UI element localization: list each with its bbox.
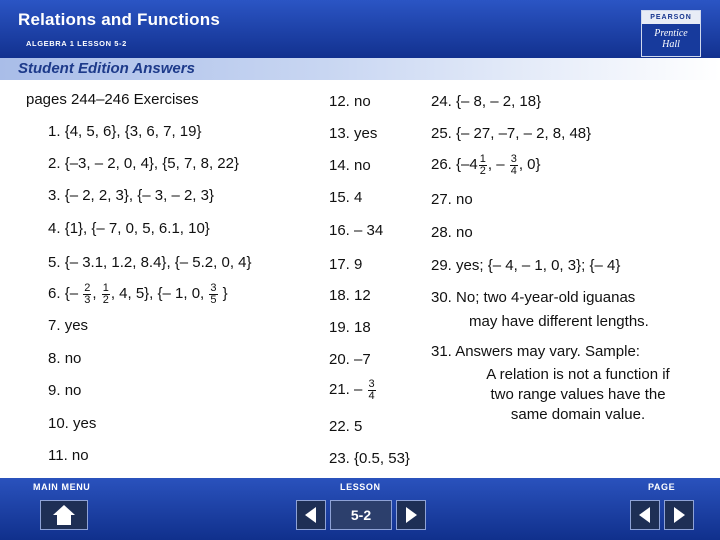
lesson-label: LESSON [340,482,381,492]
answer-text: no [354,93,371,110]
answer-text: {0.5, 53} [354,450,410,467]
answer-13 [329,125,377,143]
answer-number: 8. [48,350,61,367]
fraction: $\frac{3}{5}$ [210,281,217,306]
logo-imprint [642,28,700,50]
answer-8 [48,350,81,368]
answer-text: – 34 [354,222,384,239]
answer-26: 26. {–4 $\frac{1}{2}$ , – $\frac{3}{4}$ , 0} [431,152,541,177]
answer-2 [48,155,239,173]
fraction: $\frac{1}{2}$ [479,152,486,177]
answer-19 [329,319,371,337]
answer-text: 18 [354,319,371,336]
answer-text: {– 3.1, 1.2, 8.4}, {– 5.2, 0, 4} [64,254,252,271]
answer-text: no [456,224,473,241]
answer-text-line: same domain value. [510,406,646,423]
answer-25 [431,125,591,143]
arrow-right-icon [397,501,425,529]
home-button[interactable] [40,500,88,530]
answer-22 [329,418,362,436]
arrow-left-icon [631,501,659,529]
header-bar [0,0,720,58]
section-band [0,58,720,80]
answer-text: yes [354,125,378,142]
lesson-next-button[interactable] [396,500,426,530]
answer-text: 12 [354,287,371,304]
lesson-prev-button[interactable] [296,500,326,530]
answer-number: 6. [48,285,61,302]
answer-number: 18. [329,287,350,304]
answer-number: 29. [431,257,452,274]
answer-text: no [64,382,82,399]
answer-3 [48,187,214,205]
answer-number: 28. [431,224,452,241]
answer-text: –7 [354,351,371,368]
home-icon [41,501,87,529]
answer-number: 26. [431,156,452,173]
answer-number: 10. [48,415,69,432]
answer-28 [431,224,473,242]
fraction: $\frac{2}{3}$ [84,281,91,306]
page-prev-button[interactable] [630,500,660,530]
answer-30-line2: may have different lengths. [469,313,649,330]
answer-number: 15. [329,189,350,206]
answer-number: 3. [48,187,61,204]
page-title: Relations and Functions [18,10,221,29]
answer-30 [431,289,635,307]
answer-number: 5. [48,254,61,271]
answer-18 [329,287,371,305]
arrow-right-icon [665,501,693,529]
answer-text: yes; {– 4, – 1, 0, 3}; {– 4} [456,257,621,274]
answer-text: 9 [354,256,363,273]
answer-24 [431,93,541,111]
answer-27 [431,191,473,209]
answer-number: 7. [48,317,61,334]
answer-text: No; two 4-year-old iguanas [456,289,636,306]
answer-20 [329,351,371,369]
main-menu-label: MAIN MENU [33,482,91,492]
answer-21 [329,377,377,403]
answer-11 [48,447,89,465]
answer-text: 4 [354,189,363,206]
answer-text: {– 27, –7, – 2, 8, 48} [456,125,592,142]
answer-6: 6. {– $\frac{2}{3}$ , $\frac{1}{2}$ , 4, 5}, {– 1, 0, $\frac{3}{5}$ } [48,281,228,306]
answer-text: Answers may vary. Sample: [455,343,640,360]
answer-17 [329,256,362,274]
answer-number: 19. [329,319,350,336]
answer-number: 16. [329,222,350,239]
answer-16 [329,222,383,240]
section-title: Student Edition Answers [18,60,195,77]
arrow-left-icon [297,501,325,529]
answer-number: 27. [431,191,452,208]
answer-29 [431,257,620,275]
answer-number: 21. [329,381,350,398]
answer-text: yes [73,415,97,432]
logo-publisher: PEARSON [642,11,700,24]
lesson-subtitle: ALGEBRA 1 LESSON 5-2 [26,39,127,48]
answer-1 [48,123,201,141]
answer-7 [48,317,88,335]
pearson-logo [641,10,701,57]
answer-text: {–4 [456,156,478,173]
answer-number: 30. [431,289,452,306]
answer-4 [48,220,210,238]
answer-23 [329,450,410,468]
answer-text: no [71,447,89,464]
answer-12 [329,93,371,111]
fraction: $\frac{3}{4}$ [510,152,517,177]
answer-number: 31. [431,343,452,360]
answer-10 [48,415,96,433]
answer-number: 14. [329,157,350,174]
page-label: PAGE [648,482,676,492]
answer-5 [48,254,252,272]
answer-text: no [354,157,371,174]
answer-text: {– 8, – 2, 18} [456,93,542,110]
answer-number: 23. [329,450,350,467]
answer-text: {–3, – 2, 0, 4}, {5, 7, 8, 22} [64,155,240,172]
answer-31 [431,343,640,361]
page-next-button[interactable] [664,500,694,530]
answer-text: no [64,350,82,367]
answer-text: {– 2, 2, 3}, {– 3, – 2, 3} [64,187,214,204]
answer-text-line: A relation is not a function if [486,366,670,383]
answer-number: 13. [329,125,350,142]
answer-number: 4. [48,220,61,237]
answer-9 [48,382,81,400]
answer-number: 17. [329,256,350,273]
answer-text: – [354,381,367,398]
fraction: $\frac{1}{2}$ [102,281,109,306]
answer-number: 20. [329,351,350,368]
answer-number: 1. [48,123,61,140]
answer-text-line: two range values have the [490,386,666,403]
navigation-footer [0,478,720,540]
logo-line2: Hall [662,39,680,50]
answer-number: 9. [48,382,61,399]
answer-number: 2. [48,155,61,172]
answer-31-body [462,365,694,425]
answer-text: {1}, {– 7, 0, 5, 6.1, 10} [64,220,210,237]
answer-number: 22. [329,418,350,435]
answer-number: 25. [431,125,452,142]
answer-text: no [456,191,473,208]
answer-15 [329,189,362,207]
answer-number: 12. [329,93,350,110]
answer-14 [329,157,371,175]
lesson-number: 5-2 [350,507,372,523]
answer-text: 5 [354,418,363,435]
answer-text: {4, 5, 6}, {3, 6, 7, 19} [64,123,202,140]
answer-number: 11. [48,447,68,464]
exercises-heading: pages 244–246 Exercises [26,91,199,108]
answer-text: {– [64,285,83,302]
logo-line1: Prentice [654,28,688,39]
answer-number: 24. [431,93,452,110]
answer-text: yes [64,317,89,334]
lesson-number-button[interactable] [330,500,392,530]
fraction: $\frac{3}{4}$ [368,377,375,402]
